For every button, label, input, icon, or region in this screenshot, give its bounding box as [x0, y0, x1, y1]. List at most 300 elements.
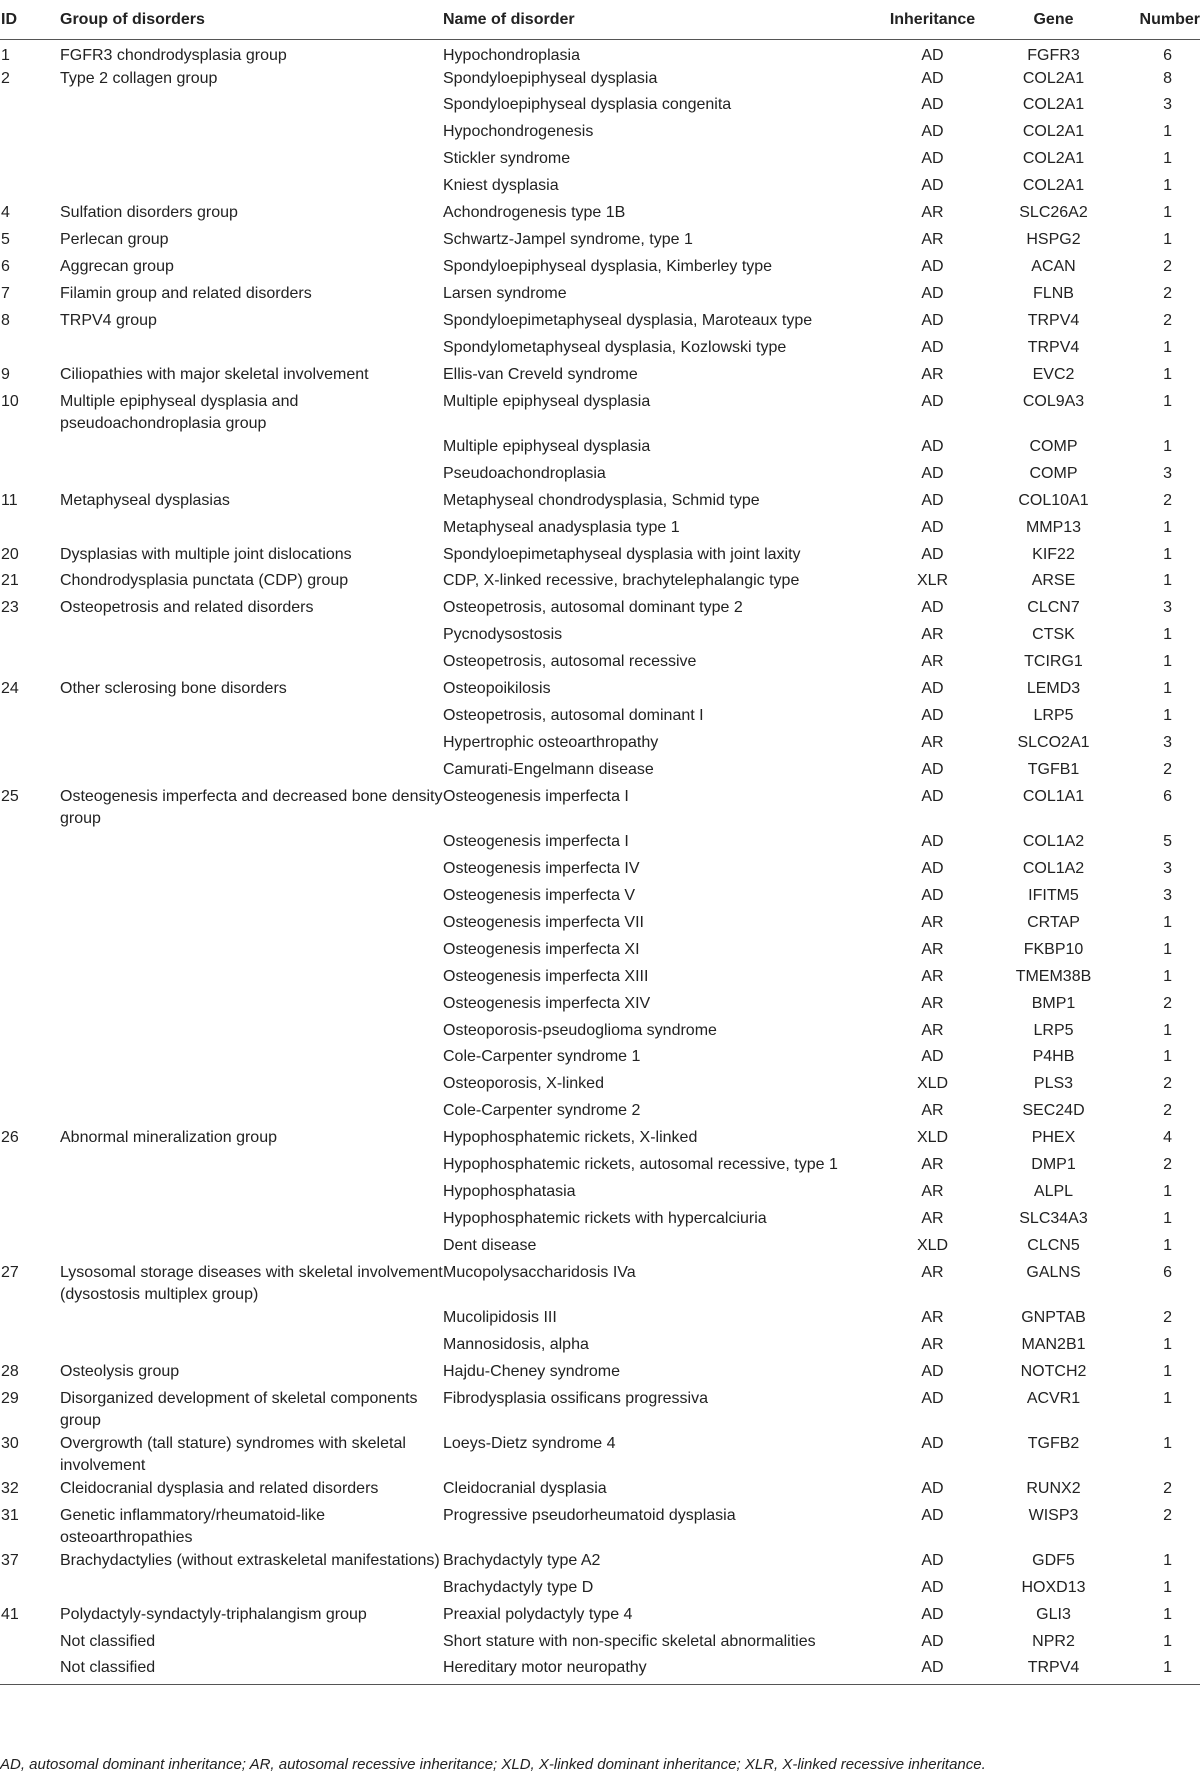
cell-name: Pseudoachondroplasia [443, 464, 606, 482]
cell-id: 24 [1, 680, 19, 698]
table-row [0, 597, 1200, 624]
cell-inheritance: AD [921, 177, 944, 195]
cell-id [0, 651, 60, 678]
cell-id [0, 1181, 60, 1208]
cell-number: 6 [1163, 47, 1172, 64]
cell-group [60, 436, 443, 463]
cell-gene: FLNB [1033, 285, 1074, 302]
table-row [0, 885, 1200, 912]
table-row [0, 256, 1200, 283]
cell-inheritance: AD [921, 150, 944, 168]
cell-id: 8 [1, 311, 10, 329]
cell-number: 3 [1163, 886, 1172, 904]
cell-group [60, 624, 443, 651]
cell-group [60, 732, 443, 759]
cell-inheritance: XLR [916, 572, 949, 590]
cell-id [0, 858, 60, 885]
table-row [0, 1127, 1200, 1154]
cell-name: Spondyloepiphyseal dysplasia [443, 69, 658, 87]
cell-inheritance: AD [921, 1632, 944, 1650]
cell-number: 1 [1163, 1434, 1172, 1452]
cell-inheritance: AD [921, 787, 944, 805]
cell-name: Mucopolysaccharidosis IVa [443, 1263, 636, 1281]
cell-group: Osteopetrosis and related disorders [60, 599, 314, 617]
cell-name: Cole-Carpenter syndrome 2 [443, 1102, 641, 1120]
cell-group: Perlecan group [60, 231, 169, 249]
cell-number: 2 [1163, 1075, 1172, 1093]
cell-id [0, 1100, 60, 1127]
cell-group [60, 517, 443, 544]
cell-group: Type 2 collagen group [60, 69, 218, 87]
table-row [0, 1181, 1200, 1208]
cell-name: Osteogenesis imperfecta V [443, 886, 636, 904]
cell-group [60, 651, 443, 678]
cell-number: 2 [1163, 491, 1172, 509]
table-row [0, 1046, 1200, 1073]
cell-gene: HOXD13 [1021, 1578, 1086, 1596]
cell-name: Spondyloepimetaphyseal dysplasia, Maroteaux type [443, 311, 813, 329]
table-row [0, 283, 1200, 310]
cell-inheritance: AR [921, 1210, 944, 1228]
cell-id [0, 1235, 60, 1262]
cell-gene: P4HB [1032, 1048, 1075, 1066]
table-row [0, 1478, 1200, 1505]
cell-inheritance: AR [921, 913, 944, 931]
cell-inheritance: AD [921, 392, 944, 410]
cell-inheritance: AD [921, 491, 944, 509]
cell-number: 6 [1163, 1263, 1172, 1281]
cell-name: Spondylometaphyseal dysplasia, Kozlowski type [443, 338, 787, 356]
cell-gene: KIF22 [1032, 545, 1075, 563]
table-row [0, 391, 1200, 436]
cell-gene: GALNS [1026, 1263, 1081, 1281]
cell-name: Brachydactyly type D [443, 1578, 594, 1596]
header-inheritance: Inheritance [874, 3, 991, 40]
cell-group: FGFR3 chondrodysplasia group [60, 47, 287, 64]
cell-group: TRPV4 group [60, 311, 157, 329]
cell-gene: LRP5 [1033, 1021, 1074, 1039]
cell-gene: TRPV4 [1027, 311, 1080, 329]
header-gene: Gene [991, 3, 1116, 40]
cell-name: CDP, X-linked recessive, brachytelephalangic type [443, 572, 800, 590]
cell-group [60, 148, 443, 175]
table-row [0, 1604, 1200, 1631]
cell-group: Other sclerosing bone disorders [60, 680, 287, 698]
cell-group: Aggrecan group [60, 258, 174, 276]
table-row [0, 993, 1200, 1020]
cell-id: 20 [1, 545, 19, 563]
cell-name: Dent disease [443, 1237, 537, 1254]
cell-group [60, 1334, 443, 1361]
cell-group: Disorganized development of skeletal components group [60, 1389, 418, 1430]
cell-gene: COL2A1 [1022, 177, 1085, 195]
cell-inheritance: AD [921, 96, 944, 114]
cell-gene: COL1A2 [1022, 832, 1085, 850]
cell-gene: CLCN5 [1027, 1237, 1080, 1254]
cell-inheritance: AD [921, 69, 944, 87]
cell-gene: GNPTAB [1021, 1308, 1086, 1326]
cell-group: Abnormal mineralization group [60, 1129, 277, 1147]
cell-group: Ciliopathies with major skeletal involvement [60, 365, 369, 383]
cell-id [0, 436, 60, 463]
cell-inheritance: AR [921, 626, 944, 644]
cell-id: 9 [1, 365, 10, 383]
cell-group: Metaphyseal dysplasias [60, 491, 230, 509]
cell-number: 3 [1163, 734, 1172, 752]
cell-id [0, 939, 60, 966]
cell-id [0, 1577, 60, 1604]
cell-id: 30 [1, 1434, 19, 1452]
table-row [0, 1361, 1200, 1388]
cell-number: 1 [1163, 1021, 1172, 1039]
cell-gene: PLS3 [1033, 1075, 1074, 1093]
table-row [0, 148, 1200, 175]
cell-gene: LRP5 [1033, 707, 1074, 725]
cell-number: 1 [1163, 913, 1172, 931]
cell-inheritance: AD [921, 1605, 944, 1623]
table-body [0, 40, 1200, 1685]
table-row [0, 544, 1200, 571]
table-row [0, 175, 1200, 202]
cell-id [0, 1208, 60, 1235]
cell-id [0, 759, 60, 786]
cell-name: Osteoporosis, X-linked [443, 1075, 604, 1093]
cell-gene: ALPL [1033, 1183, 1074, 1201]
cell-group: Dysplasias with multiple joint dislocations [60, 545, 352, 563]
cell-id: 23 [1, 599, 19, 617]
cell-number: 1 [1163, 437, 1172, 455]
cell-group [60, 858, 443, 885]
table-row [0, 1550, 1200, 1577]
cell-inheritance: AR [921, 1156, 944, 1174]
cell-number: 3 [1163, 464, 1172, 482]
cell-number: 1 [1163, 365, 1172, 383]
cell-id [0, 831, 60, 858]
cell-name: Osteogenesis imperfecta I [443, 832, 629, 850]
cell-name: Mucolipidosis III [443, 1308, 557, 1326]
cell-id: 27 [1, 1263, 19, 1281]
cell-group [60, 1307, 443, 1334]
cell-number: 6 [1163, 787, 1172, 805]
cell-number: 1 [1163, 123, 1172, 141]
cell-id [0, 94, 60, 121]
table-row [0, 651, 1200, 678]
cell-inheritance: AD [921, 464, 944, 482]
cell-inheritance: AR [921, 1183, 944, 1201]
table-row [0, 94, 1200, 121]
cell-id [0, 966, 60, 993]
cell-group: Chondrodysplasia punctata (CDP) group [60, 572, 349, 590]
cell-inheritance: AD [921, 707, 944, 725]
cell-gene: COL2A1 [1022, 123, 1085, 141]
cell-name: Achondrogenesis type 1B [443, 204, 626, 222]
cell-number: 2 [1163, 761, 1172, 778]
cell-inheritance: AR [921, 231, 944, 249]
header-group: Group of disorders [60, 3, 443, 40]
cell-gene: ACAN [1031, 258, 1076, 276]
cell-name: Cole-Carpenter syndrome 1 [443, 1048, 641, 1066]
cell-group [60, 1181, 443, 1208]
cell-inheritance: AD [921, 1048, 944, 1066]
cell-group: Genetic inflammatory/rheumatoid-like osteoarthropathies [60, 1506, 325, 1547]
cell-name: Loeys-Dietz syndrome 4 [443, 1434, 616, 1452]
cell-number: 1 [1163, 572, 1172, 590]
cell-gene: EVC2 [1032, 365, 1075, 383]
cell-number: 3 [1163, 599, 1172, 617]
cell-gene: CTSK [1032, 626, 1075, 644]
cell-id: 10 [1, 392, 19, 410]
cell-name: Larsen syndrome [443, 285, 567, 302]
cell-group: Overgrowth (tall stature) syndromes with skeletal involvement [60, 1434, 406, 1475]
table-row [0, 1100, 1200, 1127]
cell-number: 1 [1163, 1210, 1172, 1228]
cell-inheritance: AD [921, 832, 944, 850]
table-header-row [0, 3, 1200, 40]
cell-number: 1 [1163, 1551, 1172, 1569]
cell-inheritance: AD [921, 47, 944, 64]
cell-gene: TMEM38B [1015, 967, 1092, 985]
cell-name: Kniest dysplasia [443, 177, 559, 195]
table-row [0, 202, 1200, 229]
cell-number: 1 [1163, 545, 1172, 563]
cell-gene: CRTAP [1027, 913, 1080, 931]
table-row [0, 624, 1200, 651]
table-row [0, 1577, 1200, 1604]
cell-number: 5 [1163, 832, 1172, 850]
cell-id [0, 175, 60, 202]
table-row [0, 1262, 1200, 1307]
cell-id [0, 1631, 60, 1658]
cell-name: Mannosidosis, alpha [443, 1335, 589, 1353]
cell-name: Spondyloepiphyseal dysplasia congenita [443, 96, 732, 114]
cell-id [0, 624, 60, 651]
cell-inheritance: AD [921, 338, 944, 356]
cell-id [0, 1657, 60, 1684]
cell-id: 31 [1, 1506, 19, 1524]
cell-name: Osteoporosis-pseudoglioma syndrome [443, 1021, 717, 1039]
cell-number: 1 [1163, 1632, 1172, 1650]
cell-inheritance: AD [921, 123, 944, 141]
cell-inheritance: AD [874, 1657, 991, 1684]
cell-group: Osteogenesis imperfecta and decreased bone density group [60, 787, 443, 828]
table-row [0, 570, 1200, 597]
cell-number: 1 [1163, 626, 1172, 644]
header-id: ID [0, 3, 60, 40]
table-row [0, 1657, 1200, 1684]
cell-id: 1 [1, 47, 10, 64]
cell-gene: ARSE [1031, 572, 1076, 590]
cell-gene: COL2A1 [1022, 69, 1085, 87]
cell-gene: COL2A1 [1022, 96, 1085, 114]
cell-inheritance: XLD [916, 1237, 949, 1254]
cell-number: 1 [1163, 940, 1172, 958]
cell-id: 5 [1, 231, 10, 249]
cell-inheritance: AR [921, 1263, 944, 1281]
cell-name: Progressive pseudorheumatoid dysplasia [443, 1506, 736, 1524]
cell-group [60, 966, 443, 993]
table-row [0, 831, 1200, 858]
cell-name: Hypochondroplasia [443, 47, 580, 64]
cell-name: Pycnodysostosis [443, 626, 563, 644]
cell-group [60, 337, 443, 364]
table-row [0, 1073, 1200, 1100]
table-row [0, 1388, 1200, 1433]
cell-inheritance: AR [921, 1102, 944, 1120]
cell-gene: COL1A2 [1022, 859, 1085, 877]
cell-number: 1 [1163, 177, 1172, 195]
cell-inheritance: AR [921, 1021, 944, 1039]
cell-number: 2 [1163, 1308, 1172, 1326]
cell-name: Spondyloepiphyseal dysplasia, Kimberley type [443, 258, 773, 276]
cell-name: Fibrodysplasia ossificans progressiva [443, 1389, 708, 1407]
cell-group: Brachydactylies (without extraskeletal manifestations) [60, 1551, 440, 1569]
cell-group: Multiple epiphyseal dysplasia and pseudoachondroplasia group [60, 392, 299, 433]
cell-group [60, 1020, 443, 1047]
cell-number: 1 [1116, 1657, 1200, 1684]
cell-gene: FGFR3 [1027, 47, 1080, 64]
cell-id [0, 148, 60, 175]
cell-number: 1 [1163, 231, 1172, 249]
cell-number: 8 [1163, 69, 1172, 87]
cell-inheritance: AD [921, 1434, 944, 1452]
cell-id: 6 [1, 258, 10, 276]
cell-gene: TGFB1 [1027, 761, 1080, 778]
cell-inheritance: AR [921, 1308, 944, 1326]
cell-gene: LEMD3 [1026, 680, 1081, 698]
table-row [0, 1433, 1200, 1478]
cell-id [0, 1154, 60, 1181]
cell-name: Osteogenesis imperfecta VII [443, 913, 644, 931]
cell-gene: FKBP10 [1023, 940, 1084, 958]
table-row [0, 1235, 1200, 1262]
disorders-table [0, 3, 1200, 1685]
cell-number: 1 [1163, 518, 1172, 536]
cell-group: Not classified [60, 1657, 443, 1684]
cell-gene: NPR2 [1032, 1632, 1075, 1650]
cell-group [60, 912, 443, 939]
table-row [0, 705, 1200, 732]
header-name: Name of disorder [443, 3, 874, 40]
cell-gene: SLC34A3 [1019, 1210, 1088, 1228]
cell-group [60, 993, 443, 1020]
cell-number: 1 [1163, 1389, 1172, 1407]
cell-name: Cleidocranial dysplasia [443, 1479, 607, 1497]
cell-inheritance: AD [921, 1362, 944, 1380]
cell-id [0, 912, 60, 939]
table-row [0, 966, 1200, 993]
table-row [0, 40, 1200, 68]
cell-gene: COL10A1 [1018, 491, 1089, 509]
cell-id: 25 [1, 787, 19, 805]
cell-name: Short stature with non-specific skeletal abnormalities [443, 1632, 816, 1650]
cell-inheritance: AD [921, 311, 944, 329]
cell-id: 4 [1, 204, 10, 222]
table-row [0, 1154, 1200, 1181]
cell-gene: TRPV4 [991, 1657, 1116, 1684]
cell-name: Hypophosphatemic rickets, autosomal recessive, type 1 [443, 1156, 838, 1174]
cell-gene: RUNX2 [1026, 1479, 1081, 1497]
table-row [0, 463, 1200, 490]
cell-name: Brachydactyly type A2 [443, 1551, 601, 1569]
table-row [0, 121, 1200, 148]
table-row [0, 1334, 1200, 1361]
cell-id: 37 [1, 1551, 19, 1569]
cell-gene: IFITM5 [1028, 886, 1079, 904]
cell-number: 1 [1163, 1362, 1172, 1380]
cell-group [60, 1100, 443, 1127]
cell-group [60, 1046, 443, 1073]
cell-name: Metaphyseal anadysplasia type 1 [443, 518, 680, 536]
cell-inheritance: AD [921, 761, 944, 778]
cell-group [60, 1577, 443, 1604]
cell-group: Cleidocranial dysplasia and related disorders [60, 1479, 379, 1497]
cell-gene: SEC24D [1022, 1102, 1085, 1120]
cell-number: 1 [1163, 204, 1172, 222]
table-row [0, 364, 1200, 391]
cell-number: 1 [1163, 1605, 1172, 1623]
cell-gene: COMP [1029, 437, 1078, 455]
cell-gene: COL2A1 [1022, 150, 1085, 168]
cell-id: 2 [1, 69, 10, 87]
cell-name: Preaxial polydactyly type 4 [443, 1605, 633, 1623]
cell-name: Stickler syndrome [443, 150, 571, 168]
cell-number: 2 [1163, 258, 1172, 276]
cell-name: Camurati-Engelmann disease [443, 761, 654, 778]
cell-id [0, 121, 60, 148]
cell-gene: TCIRG1 [1024, 653, 1083, 671]
cell-name: Schwartz-Jampel syndrome, type 1 [443, 231, 693, 249]
cell-group [60, 1235, 443, 1262]
cell-name: Multiple epiphyseal dysplasia [443, 392, 651, 410]
cell-group [60, 121, 443, 148]
cell-name: Hypophosphatasia [443, 1183, 576, 1201]
cell-id: 41 [1, 1605, 19, 1623]
cell-id: 29 [1, 1389, 19, 1407]
cell-name: Osteogenesis imperfecta I [443, 787, 629, 805]
cell-number: 1 [1163, 653, 1172, 671]
cell-number: 2 [1163, 1506, 1172, 1524]
cell-name: Hypertrophic osteoarthropathy [443, 734, 659, 752]
cell-name: Hajdu-Cheney syndrome [443, 1362, 620, 1380]
cell-number: 4 [1163, 1129, 1172, 1147]
table-row [0, 759, 1200, 786]
cell-gene: MMP13 [1025, 518, 1082, 536]
cell-number: 2 [1163, 1102, 1172, 1120]
cell-inheritance: AD [921, 680, 944, 698]
cell-id [0, 517, 60, 544]
table-row [0, 1505, 1200, 1550]
cell-id: 11 [1, 491, 18, 509]
cell-inheritance: AD [921, 1578, 944, 1596]
cell-number: 1 [1163, 1237, 1172, 1254]
cell-name: Spondyloepimetaphyseal dysplasia with joint laxity [443, 545, 801, 563]
cell-inheritance: AD [921, 437, 944, 455]
cell-name: Osteopetrosis, autosomal dominant I [443, 707, 704, 725]
cell-number: 1 [1163, 967, 1172, 985]
cell-id: 32 [1, 1479, 19, 1497]
cell-inheritance: AD [921, 886, 944, 904]
cell-name: Osteogenesis imperfecta IV [443, 859, 640, 877]
cell-group: Filamin group and related disorders [60, 285, 312, 302]
cell-group [60, 175, 443, 202]
cell-name: Metaphyseal chondrodysplasia, Schmid type [443, 491, 760, 509]
cell-inheritance: AD [921, 1389, 944, 1407]
cell-number: 1 [1163, 707, 1172, 725]
cell-gene: COMP [1029, 464, 1078, 482]
cell-inheritance: AR [921, 967, 944, 985]
cell-name: Hypophosphatemic rickets, X-linked [443, 1129, 698, 1147]
cell-name: Multiple epiphyseal dysplasia [443, 437, 651, 455]
